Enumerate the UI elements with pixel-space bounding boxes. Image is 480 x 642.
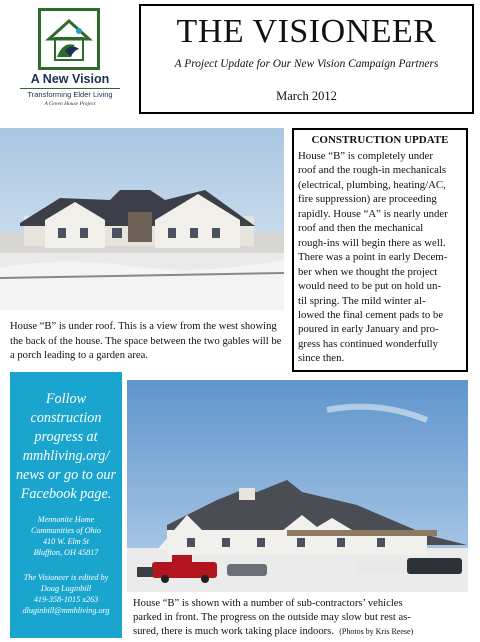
follow-line: progress at	[34, 429, 98, 445]
editor-name: Doug Luginbill	[40, 584, 92, 593]
editor-line: The Visioneer is edited by	[23, 573, 109, 582]
editor-email-link[interactable]: dluginbill@mmhliving.org	[22, 606, 110, 615]
issue-date: March 2012	[276, 89, 337, 103]
organization-logo	[20, 8, 120, 118]
update-line: til spring. The mild winter al-	[298, 294, 426, 307]
follow-line: Facebook page.	[20, 486, 112, 502]
follow-line: news or go to our	[15, 467, 117, 483]
follow-progress-text	[12, 390, 120, 504]
newsletter-title: THE VISIONEER	[176, 13, 437, 50]
address-line: Mennonite Home	[37, 515, 95, 524]
house-logo-icon	[38, 8, 100, 70]
update-line: roof and then the mechanical	[298, 222, 424, 235]
construction-update-box	[292, 128, 468, 372]
update-line: poured in early January and pro-	[298, 323, 439, 336]
photo-credit: (Photos by Kris Reese)	[339, 627, 414, 636]
website-link[interactable]: mmhliving.org/	[22, 448, 110, 464]
caption-line: parked in front. The progress on the outside may slow but rest as-	[133, 612, 411, 623]
photo-caption: House “B” is under roof. This is a view from the west showing the back of the house. The space between the two gables will be a porch leading to a garden area.	[10, 321, 282, 361]
update-line: House “B” is completely under	[298, 150, 433, 162]
newsletter-subtitle: A Project Update for Our New Vision Campaign Partners	[174, 58, 439, 70]
editor-info	[12, 572, 120, 616]
update-line: (electrical, plumbing, heating/AC,	[298, 178, 446, 191]
update-line: since then.	[298, 352, 345, 365]
update-line: rough-ins will begin there as well.	[298, 236, 446, 249]
logo-subline: A Green House Project	[44, 101, 96, 107]
house-b-west-photo	[0, 128, 284, 310]
address-line: Bluffton, OH 45817	[33, 548, 99, 557]
update-line: would need to be put on hold un-	[298, 280, 442, 293]
update-heading: CONSTRUCTION UPDATE	[311, 134, 449, 146]
address-line: Communities of Ohio	[30, 526, 102, 535]
caption-line: House “B” is shown with a number of sub-contractors’ vehicles	[133, 598, 403, 609]
logo-tagline: Transforming Elder Living	[20, 88, 120, 99]
caption-line	[133, 625, 473, 639]
update-line: ber when we thought the project	[298, 265, 438, 278]
follow-line: construction	[30, 410, 102, 426]
house-b-front-photo	[127, 380, 468, 592]
organization-address	[12, 514, 120, 558]
editor-phone: 419-358-1015 x263	[33, 595, 99, 604]
update-line: lowed the final cement pads to be	[298, 308, 444, 321]
caption-text: sured, there is much work taking place indoors.	[133, 626, 334, 637]
update-body	[298, 149, 464, 366]
logo-name: A New Vision	[30, 72, 110, 86]
contact-sidebar	[10, 372, 122, 638]
update-line: gress has continued wonderfully	[298, 337, 439, 350]
update-line: rapidly. House “A” is nearly under	[298, 207, 448, 220]
update-line: roof and the rough-in mechanicals	[298, 164, 447, 177]
masthead	[139, 4, 474, 114]
address-line: 410 W. Elm St	[42, 537, 90, 546]
follow-line: Follow	[45, 391, 87, 407]
update-line: fire suppression) are proceeding	[298, 193, 437, 206]
update-line: There was a point in early Decem-	[298, 251, 448, 264]
photo-caption-2	[133, 597, 473, 639]
